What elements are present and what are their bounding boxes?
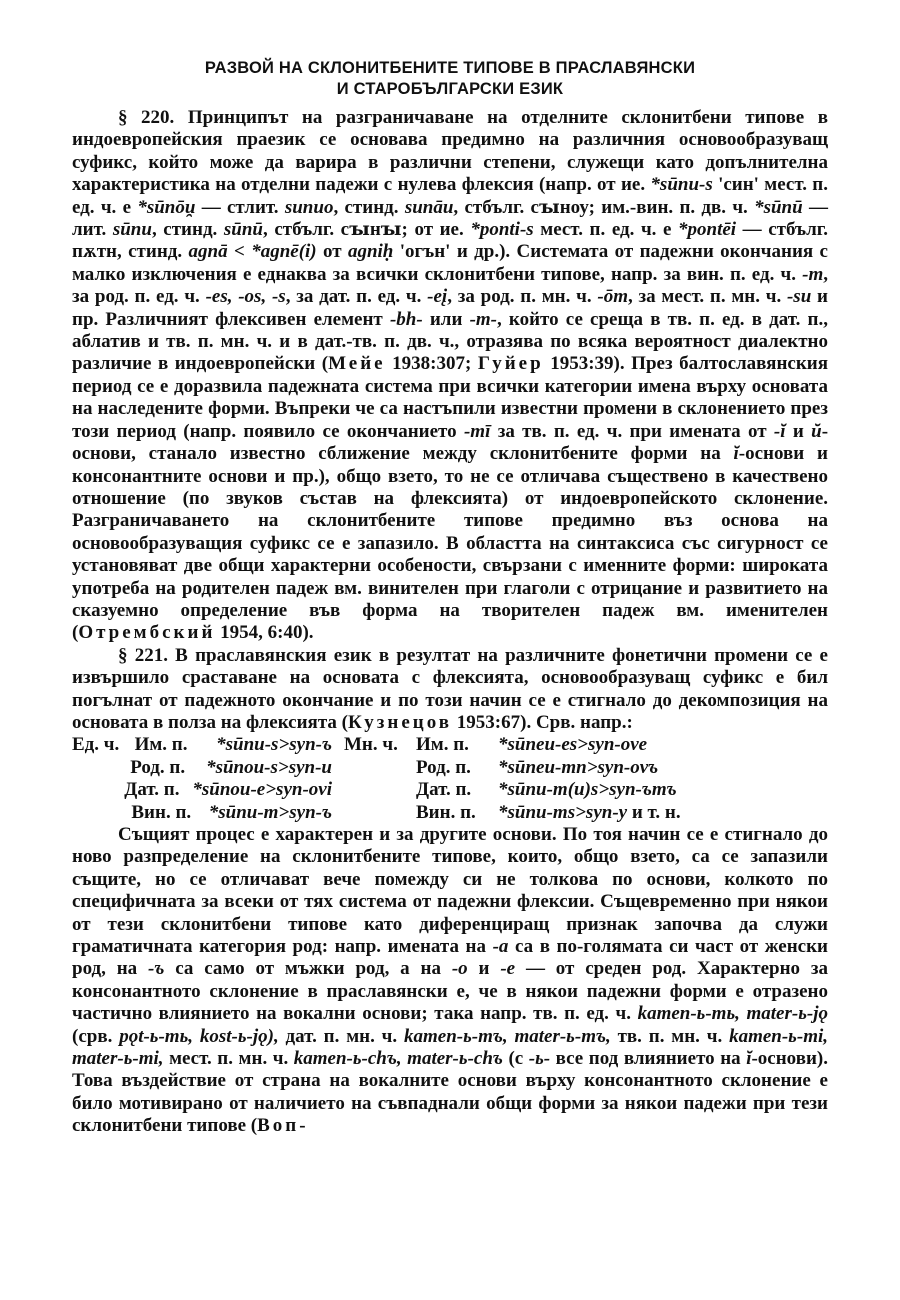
text: (срв. bbox=[72, 1025, 120, 1047]
form: sunāu bbox=[404, 196, 454, 218]
author-name: Воп- bbox=[257, 1115, 309, 1137]
etc-note: и т. н. bbox=[627, 801, 681, 823]
plural-label-column bbox=[332, 734, 416, 824]
text: и bbox=[467, 958, 501, 980]
paradigm-row bbox=[416, 779, 828, 801]
text: , за мест. п. мн. ч. bbox=[628, 286, 787, 308]
author-name: Отрембский bbox=[78, 622, 216, 644]
form: *sūnu-m(u)s>syn-ъmъ bbox=[498, 779, 677, 801]
paradigm-row bbox=[416, 757, 828, 779]
text: 1938:307; bbox=[385, 353, 478, 375]
author-name: Мейе bbox=[328, 353, 386, 375]
text: 1953:39). През балтославянския период се е доразвила падежната система при всички категории имена върху основата на наследените форми. Въпреки че са настъпили известни промени в склонението през този период (напр. появило се окончанието bbox=[72, 353, 828, 442]
case-label: Род. п. bbox=[416, 756, 471, 778]
case-label: Им. п. bbox=[134, 734, 188, 756]
text: -основи). Това въздействие от страна на вокалните основи върху консонантното склонение е било мотивирано от наличието на съвпаднали общи форми за някои падежи при тези склонитбени типове ( bbox=[72, 1048, 828, 1137]
form: *ponti-s bbox=[470, 219, 534, 241]
form: -m bbox=[802, 263, 824, 285]
text: мест. п. ед. ч. е bbox=[533, 219, 678, 241]
form: -m- bbox=[469, 308, 497, 330]
paragraph-221 bbox=[72, 645, 828, 735]
form: -su bbox=[786, 286, 812, 308]
case-label: Дат. п. bbox=[124, 779, 180, 801]
form: kamen-ь-chъ, mater-ь-chъ bbox=[293, 1048, 503, 1070]
text: -основи, станало известно сближение между склонитбените форми на bbox=[72, 420, 829, 465]
spacer bbox=[72, 757, 130, 779]
form: -ъ bbox=[148, 958, 165, 980]
form: pǫt-ь-mь, kost-ь-jǫ), bbox=[119, 1025, 279, 1047]
form: *sūnou-s>syn-u bbox=[206, 756, 332, 778]
form: ĭ bbox=[733, 443, 739, 465]
form: *sūnu-s bbox=[650, 174, 713, 196]
paragraph-3 bbox=[72, 824, 828, 1138]
form: sūnū bbox=[223, 219, 263, 241]
form: -o bbox=[451, 958, 468, 980]
text: , стбълг. сꙑнꙑ; от ие. bbox=[263, 219, 471, 241]
author-name: Кузнецов bbox=[347, 711, 453, 733]
paradigm-row bbox=[416, 802, 828, 824]
text: дат. п. мн. ч. bbox=[278, 1025, 404, 1047]
text: са в по-голямата си част от женски род, на bbox=[72, 936, 829, 980]
paradigm-row bbox=[72, 802, 332, 824]
text: 1953:67). Срв. напр.: bbox=[452, 711, 633, 733]
form: -bh- bbox=[389, 308, 423, 330]
text: и пр. Различният флексивен елемент bbox=[72, 286, 828, 330]
title-line-2: И СТАРОБЪЛГАРСКИ ЕЗИК bbox=[336, 80, 564, 98]
plural-column bbox=[416, 734, 828, 824]
form: *pontēi bbox=[678, 219, 737, 241]
form: -es, -os, -s bbox=[205, 286, 286, 308]
text: мест. п. мн. ч. bbox=[163, 1048, 294, 1070]
number-label: Мн. ч. bbox=[344, 734, 398, 756]
text: , който се среща в тв. п. ед. в дат. п., аблатив и тв. п. мн. ч. и в дат.-тв. п. дв. ч., отразява по всяка вероятност диалектно различие в индоевропейски ( bbox=[72, 308, 828, 375]
form: sūnu bbox=[112, 219, 152, 241]
author-name: Гуйер bbox=[477, 353, 544, 375]
text: — стлит. bbox=[195, 196, 285, 218]
text: — от среден род. Характерно за консонантното склонение в праславянски е, че в някои падежни форми е отразено частично влиянието на вокални основи; така напр. тв. п. ед. ч. bbox=[72, 958, 829, 1025]
text: от bbox=[316, 241, 348, 263]
paragraph-220 bbox=[72, 107, 828, 645]
text: са само от мъжки род, а на bbox=[164, 958, 452, 980]
text: или bbox=[422, 308, 470, 330]
form: -eį bbox=[427, 286, 448, 308]
form: *sūnu-m>syn-ъ bbox=[208, 801, 332, 823]
spacer bbox=[72, 779, 124, 801]
form: -ĭ bbox=[773, 420, 786, 442]
page bbox=[72, 58, 828, 1138]
case-label: Род. п. bbox=[130, 756, 186, 778]
text: Същият процес е характерен и за другите основи. По тоя начин се е стигнало до ново разпределение на склонитбените типове, които, общо взето, са се запазили същите, но се отличават вече помежду си не толкова по основи, колкото по специфичната за всеки от тях система от падежни флексии. Същевременно при някои от тези склонитбени типове като диференциращ признак започва да служи граматичната категория род: напр. имената на bbox=[72, 824, 828, 958]
text: 'огън' и др.). Системата от падежни окончания с малко изключения е еднаква за всички склонитбени типове, напр. за вин. п. ед. ч. bbox=[72, 241, 828, 285]
form: ĭ bbox=[746, 1048, 752, 1070]
form: agnā < bbox=[188, 241, 245, 263]
form: *sūneu-mn>syn-ovъ bbox=[498, 756, 659, 778]
text: , стинд. bbox=[333, 196, 405, 218]
form: -ь- bbox=[528, 1048, 551, 1070]
text: , за дат. п. ед. ч. bbox=[285, 286, 428, 308]
form: -ōm bbox=[597, 286, 628, 308]
paradigm-row bbox=[72, 757, 332, 779]
number-label: Ед. ч. bbox=[72, 734, 120, 756]
form: *sūneu-es>syn-ove bbox=[498, 734, 648, 756]
form: kamen-ь-mi, mater-ь-mi, bbox=[72, 1025, 829, 1070]
case-label: Вин. п. bbox=[131, 801, 192, 823]
form: -a bbox=[492, 936, 509, 958]
singular-column bbox=[72, 734, 332, 824]
form: ŭ bbox=[811, 420, 822, 442]
form: -mī bbox=[463, 420, 491, 442]
form: *sūnu-s>syn-ъ bbox=[216, 734, 332, 756]
paradigm-row bbox=[72, 734, 332, 756]
text: § 220. Принципът на разграничаване на отделните склонитбени типове в индоевропейския праезик се основава предимно на различния основообразуващ суфикс, който може да варира в различни степени, служещи като допълнителна характеристика на отделни падежи с нулева флексия (напр. от ие. bbox=[72, 107, 828, 196]
case-label: Им. п. bbox=[416, 734, 469, 756]
text: тв. п. мн. ч. bbox=[610, 1025, 730, 1047]
form: kamen-ь-mь, mater-ь-jǫ bbox=[637, 1003, 828, 1025]
text: , за род. п. мн. ч. bbox=[447, 286, 598, 308]
text: (с bbox=[502, 1048, 529, 1070]
case-label: Дат. п. bbox=[416, 779, 472, 801]
form: sunuo bbox=[284, 196, 334, 218]
form: kamen-ь-mъ, mater-ь-mъ, bbox=[403, 1025, 611, 1047]
text: , за род. п. ед. ч. bbox=[72, 263, 828, 308]
form: agniḥ bbox=[347, 241, 394, 263]
text: -основи и консонантните основи и пр.), общо взето, то не се отличава съществено в качествено отношение (по звуков състав на флексията) от индоевропейското склонение. Разграничаването на склонитбените типове предимно въз основа на основообразуващия суфикс се е запазило. В областта на синтаксиса със сигурност се установяват две общи характерни особености, свързани с именните форми: широката употреба на родителен падеж вм. винителен при глаголи с отрицание и развитието на сказуемно определение във форма на творителен падеж вм. именителен ( bbox=[72, 443, 828, 644]
form: *sūnu-ms>syn-y bbox=[498, 801, 628, 823]
case-label: Вин. п. bbox=[416, 801, 476, 823]
text: § 221. В праславянския език в резултат на различните фонетични промени се е извършило сраставане на основата с флексията, основообразуващ суфикс е бил погълнат от падежното окончание и по този начин се е стигнало до декомпозиция на основата в полза на флексията ( bbox=[72, 644, 828, 733]
form: *agnē(i) bbox=[251, 241, 317, 263]
form: *sūnū bbox=[754, 196, 803, 218]
text: все под влиянието на bbox=[550, 1048, 747, 1070]
text: — стбълг. пѫтн, стинд. bbox=[72, 219, 828, 263]
text: , стинд. bbox=[151, 219, 224, 241]
title-line-1: РАЗВОЙ НА СКЛОНИТБЕНИТЕ ТИПОВЕ В ПРАСЛАВЯНСКИ bbox=[204, 59, 696, 77]
text: , стбълг. сꙑноу; им.-вин. п. дв. ч. bbox=[453, 196, 755, 218]
form: *sūnōu̯ bbox=[137, 196, 196, 218]
text: 'син' мест. п. ед. ч. е bbox=[72, 174, 829, 218]
text: и bbox=[785, 420, 812, 442]
form: -e bbox=[500, 958, 516, 980]
form: *sūnou-e>syn-ovi bbox=[192, 779, 332, 801]
declension-paradigm bbox=[72, 734, 828, 824]
paradigm-row bbox=[416, 734, 828, 756]
text: 1954, 6:40). bbox=[215, 622, 314, 644]
text: за тв. п. ед. ч. при имената от bbox=[490, 420, 774, 442]
chapter-title bbox=[72, 58, 828, 100]
spacer bbox=[72, 802, 131, 824]
paradigm-row bbox=[72, 779, 332, 801]
text: — лит. bbox=[72, 196, 828, 241]
